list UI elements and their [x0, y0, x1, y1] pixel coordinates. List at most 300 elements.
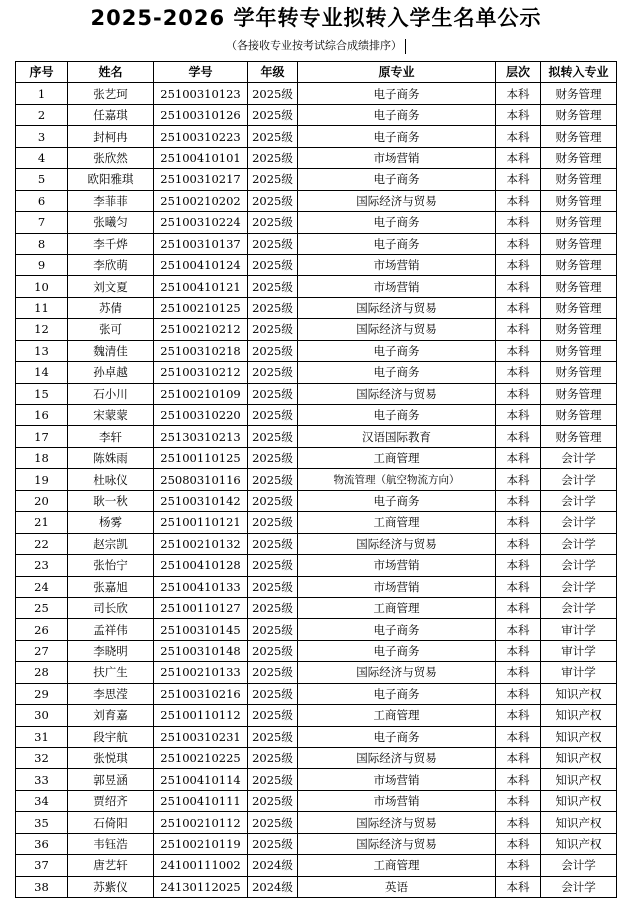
cell-student-id: 25100410101: [154, 147, 248, 168]
cell-grade: 2025级: [248, 833, 298, 854]
cell-student-id: 25100310212: [154, 362, 248, 383]
cell-student-id: 25100110127: [154, 597, 248, 618]
table-row: [16, 254, 617, 275]
table-row: [16, 855, 617, 876]
cell-level: 本科: [496, 254, 541, 275]
header-original-major: 原专业: [298, 62, 496, 83]
cell-index: 31: [16, 726, 68, 747]
cell-grade: 2025级: [248, 576, 298, 597]
cell-level: 本科: [496, 876, 541, 897]
cell-name: 司长欣: [68, 597, 154, 618]
header-student-id: 学号: [154, 62, 248, 83]
cell-student-id: 25100310224: [154, 212, 248, 233]
cell-name: 孟祥伟: [68, 619, 154, 640]
cell-level: 本科: [496, 683, 541, 704]
cell-student-id: 24100111002: [154, 855, 248, 876]
cell-target-major: 会计学: [541, 447, 617, 468]
cell-name: 张曦匀: [68, 212, 154, 233]
cell-index: 20: [16, 490, 68, 511]
cell-grade: 2025级: [248, 319, 298, 340]
cell-target-major: 财务管理: [541, 212, 617, 233]
table-row: [16, 533, 617, 554]
cell-target-major: 财务管理: [541, 276, 617, 297]
table-row: [16, 640, 617, 661]
cell-level: 本科: [496, 340, 541, 361]
cell-name: 刘育嘉: [68, 705, 154, 726]
cell-target-major: 知识产权: [541, 790, 617, 811]
cell-student-id: 25100410133: [154, 576, 248, 597]
cell-student-id: 25100310223: [154, 126, 248, 147]
cell-grade: 2025级: [248, 597, 298, 618]
page-subtitle: [0, 38, 632, 54]
cell-grade: 2025级: [248, 362, 298, 383]
cell-name: 张艺珂: [68, 83, 154, 104]
table-row: [16, 426, 617, 447]
cell-original-major: 电子商务: [298, 362, 496, 383]
cell-index: 9: [16, 254, 68, 275]
cell-original-major: 国际经济与贸易: [298, 662, 496, 683]
cell-index: 23: [16, 555, 68, 576]
table-row: [16, 490, 617, 511]
cell-level: 本科: [496, 447, 541, 468]
header-index: 序号: [16, 62, 68, 83]
student-list-table: [15, 61, 617, 898]
table-row: [16, 619, 617, 640]
cell-target-major: 财务管理: [541, 126, 617, 147]
cell-level: 本科: [496, 469, 541, 490]
cell-original-major: 电子商务: [298, 340, 496, 361]
cell-target-major: 审计学: [541, 619, 617, 640]
cell-index: 38: [16, 876, 68, 897]
cell-grade: 2025级: [248, 190, 298, 211]
cell-grade: 2025级: [248, 212, 298, 233]
cell-grade: 2025级: [248, 405, 298, 426]
table-row: [16, 576, 617, 597]
cell-level: 本科: [496, 190, 541, 211]
cell-name: 杨雾: [68, 512, 154, 533]
cell-original-major: 工商管理: [298, 447, 496, 468]
header-target-major: 拟转入专业: [541, 62, 617, 83]
cell-student-id: 25100210119: [154, 833, 248, 854]
cell-grade: 2025级: [248, 383, 298, 404]
cell-target-major: 财务管理: [541, 147, 617, 168]
cell-name: 段宇航: [68, 726, 154, 747]
cell-target-major: 知识产权: [541, 683, 617, 704]
cell-index: 33: [16, 769, 68, 790]
cell-grade: 2025级: [248, 769, 298, 790]
cell-original-major: 市场营销: [298, 769, 496, 790]
cell-student-id: 25100410124: [154, 254, 248, 275]
cell-index: 34: [16, 790, 68, 811]
cell-student-id: 24130112025: [154, 876, 248, 897]
cell-grade: 2025级: [248, 555, 298, 576]
header-level: 层次: [496, 62, 541, 83]
cell-index: 25: [16, 597, 68, 618]
table-row: [16, 340, 617, 361]
cell-grade: 2025级: [248, 83, 298, 104]
cell-student-id: 25100210112: [154, 812, 248, 833]
cell-name: 扶广生: [68, 662, 154, 683]
cell-name: 耿一秋: [68, 490, 154, 511]
cell-level: 本科: [496, 297, 541, 318]
cell-target-major: 会计学: [541, 512, 617, 533]
table-row: [16, 362, 617, 383]
table-row: [16, 212, 617, 233]
cell-original-major: 汉语国际教育: [298, 426, 496, 447]
cell-level: 本科: [496, 319, 541, 340]
cell-name: 张悦琪: [68, 748, 154, 769]
cell-level: 本科: [496, 233, 541, 254]
cell-grade: 2025级: [248, 812, 298, 833]
table-row: [16, 790, 617, 811]
cell-grade: 2025级: [248, 126, 298, 147]
cell-grade: 2025级: [248, 147, 298, 168]
cell-level: 本科: [496, 83, 541, 104]
cell-index: 5: [16, 169, 68, 190]
cell-target-major: 会计学: [541, 855, 617, 876]
cell-target-major: 财务管理: [541, 383, 617, 404]
cell-original-major: 市场营销: [298, 790, 496, 811]
cell-index: 15: [16, 383, 68, 404]
cell-grade: 2025级: [248, 233, 298, 254]
table-row: [16, 190, 617, 211]
cell-index: 30: [16, 705, 68, 726]
cell-student-id: 25100310137: [154, 233, 248, 254]
cell-original-major: 国际经济与贸易: [298, 533, 496, 554]
table-row: [16, 297, 617, 318]
cell-grade: 2025级: [248, 662, 298, 683]
cell-original-major: 国际经济与贸易: [298, 383, 496, 404]
cell-level: 本科: [496, 662, 541, 683]
cell-grade: 2025级: [248, 276, 298, 297]
cell-target-major: 财务管理: [541, 233, 617, 254]
header-name: 姓名: [68, 62, 154, 83]
cell-target-major: 知识产权: [541, 705, 617, 726]
cell-target-major: 知识产权: [541, 833, 617, 854]
cell-original-major: 电子商务: [298, 726, 496, 747]
cell-name: 张怡宁: [68, 555, 154, 576]
cell-target-major: 财务管理: [541, 362, 617, 383]
cell-index: 21: [16, 512, 68, 533]
cell-grade: 2025级: [248, 426, 298, 447]
cell-target-major: 财务管理: [541, 190, 617, 211]
table-row: [16, 383, 617, 404]
cell-target-major: 会计学: [541, 469, 617, 490]
cell-original-major: 电子商务: [298, 104, 496, 125]
cell-index: 26: [16, 619, 68, 640]
cell-grade: 2025级: [248, 705, 298, 726]
cell-index: 29: [16, 683, 68, 704]
cell-grade: 2025级: [248, 619, 298, 640]
cell-name: 李欣萌: [68, 254, 154, 275]
cell-index: 13: [16, 340, 68, 361]
cell-name: 陈姝雨: [68, 447, 154, 468]
table-body: [16, 83, 617, 898]
cell-grade: 2025级: [248, 683, 298, 704]
table-row: [16, 405, 617, 426]
cell-grade: 2025级: [248, 490, 298, 511]
cell-original-major: 市场营销: [298, 576, 496, 597]
cell-student-id: 25100310123: [154, 83, 248, 104]
cell-student-id: 25080310116: [154, 469, 248, 490]
cell-index: 36: [16, 833, 68, 854]
cell-target-major: 财务管理: [541, 254, 617, 275]
cell-original-major: 市场营销: [298, 147, 496, 168]
cell-level: 本科: [496, 362, 541, 383]
cell-original-major: 国际经济与贸易: [298, 297, 496, 318]
cell-grade: 2024级: [248, 876, 298, 897]
cell-target-major: 财务管理: [541, 340, 617, 361]
text-cursor: [405, 39, 406, 54]
cell-index: 37: [16, 855, 68, 876]
cell-name: 韦钰浩: [68, 833, 154, 854]
table-row: [16, 276, 617, 297]
cell-student-id: 25130310213: [154, 426, 248, 447]
cell-level: 本科: [496, 169, 541, 190]
table-row: [16, 876, 617, 897]
table-row: [16, 683, 617, 704]
table-row: [16, 447, 617, 468]
cell-original-major: 国际经济与贸易: [298, 319, 496, 340]
cell-level: 本科: [496, 769, 541, 790]
cell-index: 4: [16, 147, 68, 168]
cell-target-major: 会计学: [541, 597, 617, 618]
cell-grade: 2025级: [248, 726, 298, 747]
cell-level: 本科: [496, 104, 541, 125]
cell-original-major: 国际经济与贸易: [298, 190, 496, 211]
cell-grade: 2025级: [248, 512, 298, 533]
cell-target-major: 财务管理: [541, 169, 617, 190]
cell-target-major: 会计学: [541, 533, 617, 554]
cell-name: 张可: [68, 319, 154, 340]
table-row: [16, 233, 617, 254]
cell-level: 本科: [496, 276, 541, 297]
cell-name: 石倚阳: [68, 812, 154, 833]
table-row: [16, 469, 617, 490]
cell-level: 本科: [496, 126, 541, 147]
cell-student-id: 25100410111: [154, 790, 248, 811]
page-title: 2025-2026 学年转专业拟转入学生名单公示: [90, 6, 542, 30]
cell-student-id: 25100310231: [154, 726, 248, 747]
cell-student-id: 25100110125: [154, 447, 248, 468]
cell-name: 张嘉旭: [68, 576, 154, 597]
cell-original-major: 电子商务: [298, 126, 496, 147]
cell-name: 石小川: [68, 383, 154, 404]
cell-student-id: 25100210125: [154, 297, 248, 318]
cell-index: 24: [16, 576, 68, 597]
cell-level: 本科: [496, 383, 541, 404]
cell-index: 22: [16, 533, 68, 554]
cell-original-major: 市场营销: [298, 555, 496, 576]
cell-name: 李菲菲: [68, 190, 154, 211]
cell-original-major: 电子商务: [298, 490, 496, 511]
cell-index: 32: [16, 748, 68, 769]
cell-index: 11: [16, 297, 68, 318]
cell-grade: 2024级: [248, 855, 298, 876]
cell-level: 本科: [496, 790, 541, 811]
cell-target-major: 财务管理: [541, 297, 617, 318]
cell-index: 8: [16, 233, 68, 254]
cell-target-major: 财务管理: [541, 104, 617, 125]
cell-name: 郭昱涵: [68, 769, 154, 790]
table-row: [16, 726, 617, 747]
table-row: [16, 83, 617, 104]
cell-student-id: 25100310148: [154, 640, 248, 661]
cell-student-id: 25100310220: [154, 405, 248, 426]
cell-level: 本科: [496, 812, 541, 833]
cell-grade: 2025级: [248, 340, 298, 361]
cell-student-id: 25100210202: [154, 190, 248, 211]
table-row: [16, 748, 617, 769]
cell-original-major: 电子商务: [298, 212, 496, 233]
cell-target-major: 财务管理: [541, 83, 617, 104]
cell-grade: 2025级: [248, 469, 298, 490]
cell-target-major: 会计学: [541, 876, 617, 897]
cell-target-major: 审计学: [541, 640, 617, 661]
cell-name: 李千烨: [68, 233, 154, 254]
cell-original-major: 电子商务: [298, 169, 496, 190]
cell-original-major: 电子商务: [298, 233, 496, 254]
cell-index: 16: [16, 405, 68, 426]
cell-target-major: 财务管理: [541, 405, 617, 426]
cell-student-id: 25100310145: [154, 619, 248, 640]
cell-original-major: 工商管理: [298, 597, 496, 618]
cell-level: 本科: [496, 490, 541, 511]
cell-name: 封柯冉: [68, 126, 154, 147]
table-row: [16, 126, 617, 147]
cell-student-id: 25100410121: [154, 276, 248, 297]
cell-level: 本科: [496, 833, 541, 854]
cell-name: 任嘉琪: [68, 104, 154, 125]
cell-index: 1: [16, 83, 68, 104]
cell-student-id: 25100410114: [154, 769, 248, 790]
cell-grade: 2025级: [248, 254, 298, 275]
cell-student-id: 25100310216: [154, 683, 248, 704]
cell-original-major: 国际经济与贸易: [298, 812, 496, 833]
cell-level: 本科: [496, 619, 541, 640]
cell-original-major: 电子商务: [298, 619, 496, 640]
cell-target-major: 知识产权: [541, 748, 617, 769]
cell-grade: 2025级: [248, 169, 298, 190]
cell-level: 本科: [496, 855, 541, 876]
cell-student-id: 25100110121: [154, 512, 248, 533]
cell-index: 7: [16, 212, 68, 233]
cell-level: 本科: [496, 212, 541, 233]
cell-target-major: 知识产权: [541, 812, 617, 833]
cell-index: 28: [16, 662, 68, 683]
cell-grade: 2025级: [248, 748, 298, 769]
cell-level: 本科: [496, 748, 541, 769]
table-header-row: [16, 62, 617, 83]
cell-index: 35: [16, 812, 68, 833]
cell-target-major: 会计学: [541, 490, 617, 511]
cell-index: 17: [16, 426, 68, 447]
cell-original-major: 电子商务: [298, 640, 496, 661]
cell-name: 李思滢: [68, 683, 154, 704]
cell-index: 12: [16, 319, 68, 340]
cell-index: 10: [16, 276, 68, 297]
table-row: [16, 169, 617, 190]
cell-index: 19: [16, 469, 68, 490]
cell-level: 本科: [496, 147, 541, 168]
cell-name: 赵宗凯: [68, 533, 154, 554]
cell-student-id: 25100310218: [154, 340, 248, 361]
table-row: [16, 662, 617, 683]
cell-student-id: 25100410128: [154, 555, 248, 576]
cell-level: 本科: [496, 597, 541, 618]
cell-grade: 2025级: [248, 790, 298, 811]
cell-index: 14: [16, 362, 68, 383]
cell-target-major: 会计学: [541, 555, 617, 576]
table-row: [16, 705, 617, 726]
cell-index: 27: [16, 640, 68, 661]
cell-level: 本科: [496, 555, 541, 576]
cell-name: 苏倩: [68, 297, 154, 318]
cell-grade: 2025级: [248, 640, 298, 661]
table-row: [16, 512, 617, 533]
cell-name: 孙卓越: [68, 362, 154, 383]
cell-student-id: 25100210212: [154, 319, 248, 340]
table-row: [16, 597, 617, 618]
cell-original-major: 国际经济与贸易: [298, 748, 496, 769]
cell-student-id: 25100210109: [154, 383, 248, 404]
table-row: [16, 833, 617, 854]
cell-student-id: 25100110112: [154, 705, 248, 726]
cell-target-major: 会计学: [541, 576, 617, 597]
cell-student-id: 25100310142: [154, 490, 248, 511]
cell-level: 本科: [496, 533, 541, 554]
subtitle-text: （各接收专业按考试综合成绩排序）: [226, 39, 402, 52]
cell-index: 6: [16, 190, 68, 211]
cell-original-major: 工商管理: [298, 512, 496, 533]
table-row: [16, 319, 617, 340]
cell-name: 李轩: [68, 426, 154, 447]
cell-name: 刘文夏: [68, 276, 154, 297]
cell-student-id: 25100210132: [154, 533, 248, 554]
cell-original-major: 物流管理（航空物流方向）: [298, 469, 496, 490]
cell-original-major: 电子商务: [298, 405, 496, 426]
cell-name: 李晓明: [68, 640, 154, 661]
header-grade: 年级: [248, 62, 298, 83]
cell-level: 本科: [496, 576, 541, 597]
cell-name: 唐艺轩: [68, 855, 154, 876]
table-row: [16, 555, 617, 576]
cell-original-major: 英语: [298, 876, 496, 897]
cell-index: 2: [16, 104, 68, 125]
cell-name: 魏清佳: [68, 340, 154, 361]
cell-name: 宋蒙蒙: [68, 405, 154, 426]
cell-grade: 2025级: [248, 104, 298, 125]
cell-level: 本科: [496, 512, 541, 533]
cell-name: 贾绍齐: [68, 790, 154, 811]
cell-grade: 2025级: [248, 447, 298, 468]
cell-original-major: 工商管理: [298, 855, 496, 876]
cell-student-id: 25100210133: [154, 662, 248, 683]
cell-level: 本科: [496, 705, 541, 726]
cell-level: 本科: [496, 405, 541, 426]
cell-name: 杜咏仪: [68, 469, 154, 490]
cell-student-id: 25100310217: [154, 169, 248, 190]
cell-level: 本科: [496, 426, 541, 447]
cell-original-major: 市场营销: [298, 254, 496, 275]
table-row: [16, 812, 617, 833]
table-row: [16, 104, 617, 125]
table-row: [16, 147, 617, 168]
cell-student-id: 25100210225: [154, 748, 248, 769]
cell-grade: 2025级: [248, 533, 298, 554]
cell-target-major: 知识产权: [541, 726, 617, 747]
cell-level: 本科: [496, 726, 541, 747]
